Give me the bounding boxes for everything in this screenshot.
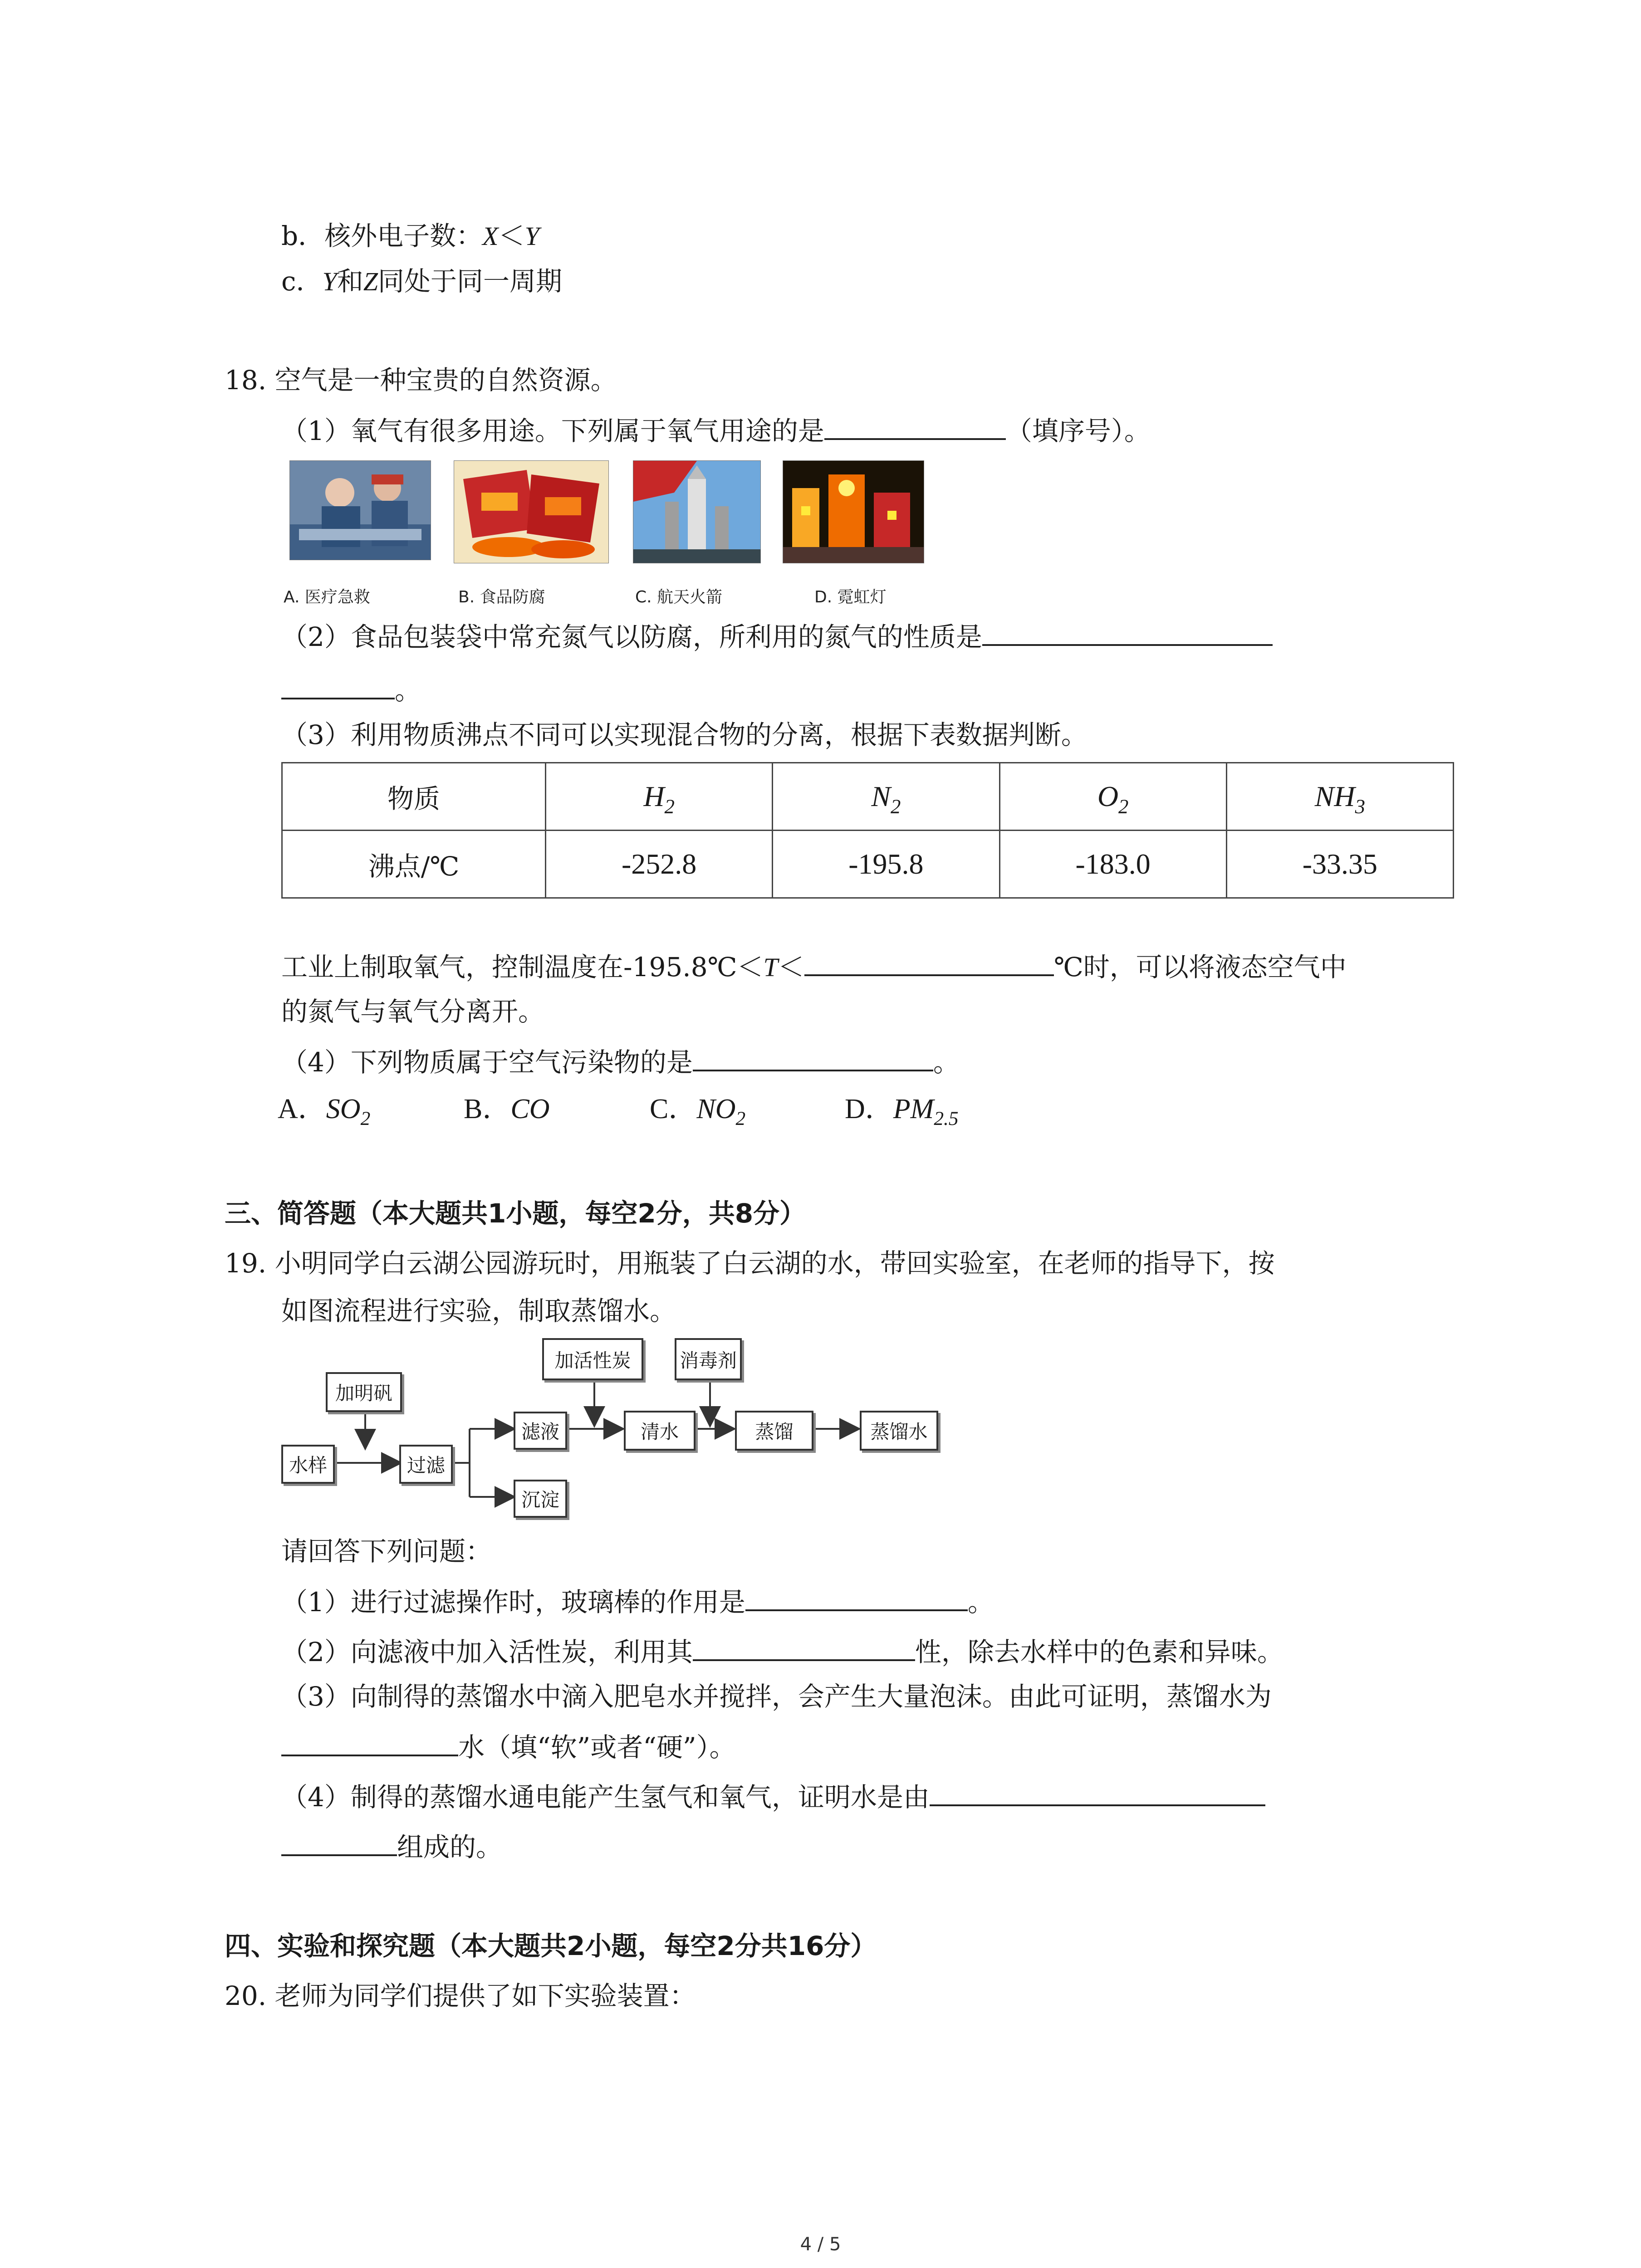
q19-prompt: 请回答下列问题： [281, 1536, 492, 1567]
q19-part2 [281, 1633, 1283, 1670]
table-cell: -183.0 [999, 831, 1226, 898]
answer-blank[interactable] [281, 1728, 458, 1756]
variable-z: Z [363, 267, 378, 296]
question-text: 水（填“软”或者“硬”）。 [458, 1732, 736, 1763]
question-text: （填序号）。 [1005, 415, 1151, 446]
variable-x: X [482, 221, 499, 251]
option-text: 核外电子数： [324, 220, 483, 251]
question-text: 。 [395, 675, 421, 706]
flow-filtrate: 滤液 [514, 1412, 567, 1450]
question-text: （2）向滤液中加入活性炭，利用其 [281, 1637, 693, 1667]
flow-distilled-water: 蒸馏水 [860, 1411, 938, 1451]
q20-stem: 20. 老师为同学们提供了如下实验装置： [225, 1980, 696, 2011]
page-number: 4 / 5 [800, 2234, 841, 2255]
table-header-cell: 沸点/℃ [282, 831, 546, 898]
q18-part3: （3）利用物质沸点不同可以实现混合物的分离，根据下表数据判断。 [281, 719, 1087, 750]
question-text: （1）进行过滤操作时，玻璃棒的作用是 [281, 1587, 745, 1618]
q19-stem-line1: 19. 小明同学白云湖公园游玩时，用瓶装了白云湖的水，带回实验室，在老师的指导下，按 [225, 1248, 1275, 1279]
option-letter: c． [281, 266, 323, 297]
table-cell: -33.35 [1226, 831, 1453, 898]
answer-blank[interactable] [693, 1633, 915, 1661]
q19-part4 [281, 1778, 1265, 1815]
q19-part3-cont [281, 1728, 736, 1765]
image-caption-c: C. 航天火箭 [635, 588, 723, 606]
flow-sediment: 沉淀 [514, 1480, 567, 1518]
variable-y: Y [524, 221, 539, 251]
question-text: 。 [967, 1587, 994, 1618]
table-cell: -252.8 [546, 831, 773, 898]
flow-water-sample: 水样 [281, 1445, 335, 1484]
q19-part1 [281, 1583, 994, 1620]
substance-h2: $H_2$ [546, 763, 773, 831]
section-3-title: 三、简答题（本大题共1小题，每空2分，共8分） [225, 1198, 806, 1229]
q18-part3-question-cont: 的氮气与氧气分离开。 [281, 996, 545, 1027]
image-caption-a: A. 医疗急救 [284, 588, 370, 606]
option-a: A．$SO_2$ [278, 1094, 371, 1130]
image-caption-d: D. 霓虹灯 [814, 588, 887, 606]
image-caption-b: B. 食品防腐 [458, 588, 545, 606]
question-text: 组成的。 [397, 1832, 503, 1862]
option-b: B．CO [464, 1094, 550, 1124]
question-text: ℃时，可以将液态空气中 [1053, 952, 1347, 982]
flow-add-alum: 加明矾 [326, 1372, 402, 1412]
flow-distill: 蒸馏 [735, 1411, 813, 1451]
q19-part3: （3）向制得的蒸馏水中滴入肥皂水并搅拌，会产生大量泡沫。由此可证明，蒸馏水为 [281, 1681, 1272, 1712]
question-text: （2）食品包装袋中常充氮气以防腐，所利用的氮气的性质是 [281, 621, 982, 652]
answer-blank-cont[interactable] [281, 1828, 397, 1856]
question-text: （1）氧气有很多用途。下列属于氧气用途的是 [281, 415, 824, 446]
variable-t: T [763, 953, 778, 982]
answer-blank[interactable] [745, 1583, 968, 1611]
less-than: ＜ [498, 220, 525, 251]
section-4-title: 四、实验和探究题（本大题共2小题，每空2分共16分） [225, 1931, 877, 1961]
option-letter: b． [281, 220, 325, 251]
question-text: （4）下列物质属于空气污染物的是 [281, 1047, 693, 1078]
flow-disinfectant: 消毒剂 [675, 1338, 742, 1380]
flow-add-carbon: 加活性炭 [542, 1338, 643, 1380]
option-c: C．$NO_2$ [650, 1094, 746, 1130]
question-text: 性，除去水样中的色素和异味。 [915, 1637, 1283, 1667]
option-text: 和 [337, 266, 363, 297]
substance-o2: $O_2$ [999, 763, 1226, 831]
flow-clear-water: 清水 [624, 1411, 696, 1451]
option-text: 同处于同一周期 [378, 266, 563, 297]
less-than: ＜ [778, 952, 804, 982]
question-text: （4）制得的蒸馏水通电能产生氢气和氧气，证明水是由 [281, 1782, 930, 1813]
substance-nh3: $NH_3$ [1226, 763, 1453, 831]
flow-filter: 过滤 [399, 1445, 453, 1484]
question-text: 。 [933, 1047, 960, 1078]
substance-n2: $N_2$ [773, 763, 999, 831]
answer-blank[interactable] [930, 1778, 1265, 1806]
table-header-cell: 物质 [282, 763, 546, 831]
question-text: 工业上制取氧气，控制温度在-195.8℃＜ [281, 952, 764, 982]
q19-part4-cont [281, 1828, 502, 1865]
option-d: D．$PM_{2.5}$ [845, 1094, 959, 1130]
table-cell: -195.8 [773, 831, 999, 898]
q19-stem-line2: 如图流程进行实验，制取蒸馏水。 [281, 1295, 676, 1326]
q18-title: 18. 空气是一种宝贵的自然资源。 [225, 365, 617, 396]
variable-y: Y [322, 267, 337, 296]
